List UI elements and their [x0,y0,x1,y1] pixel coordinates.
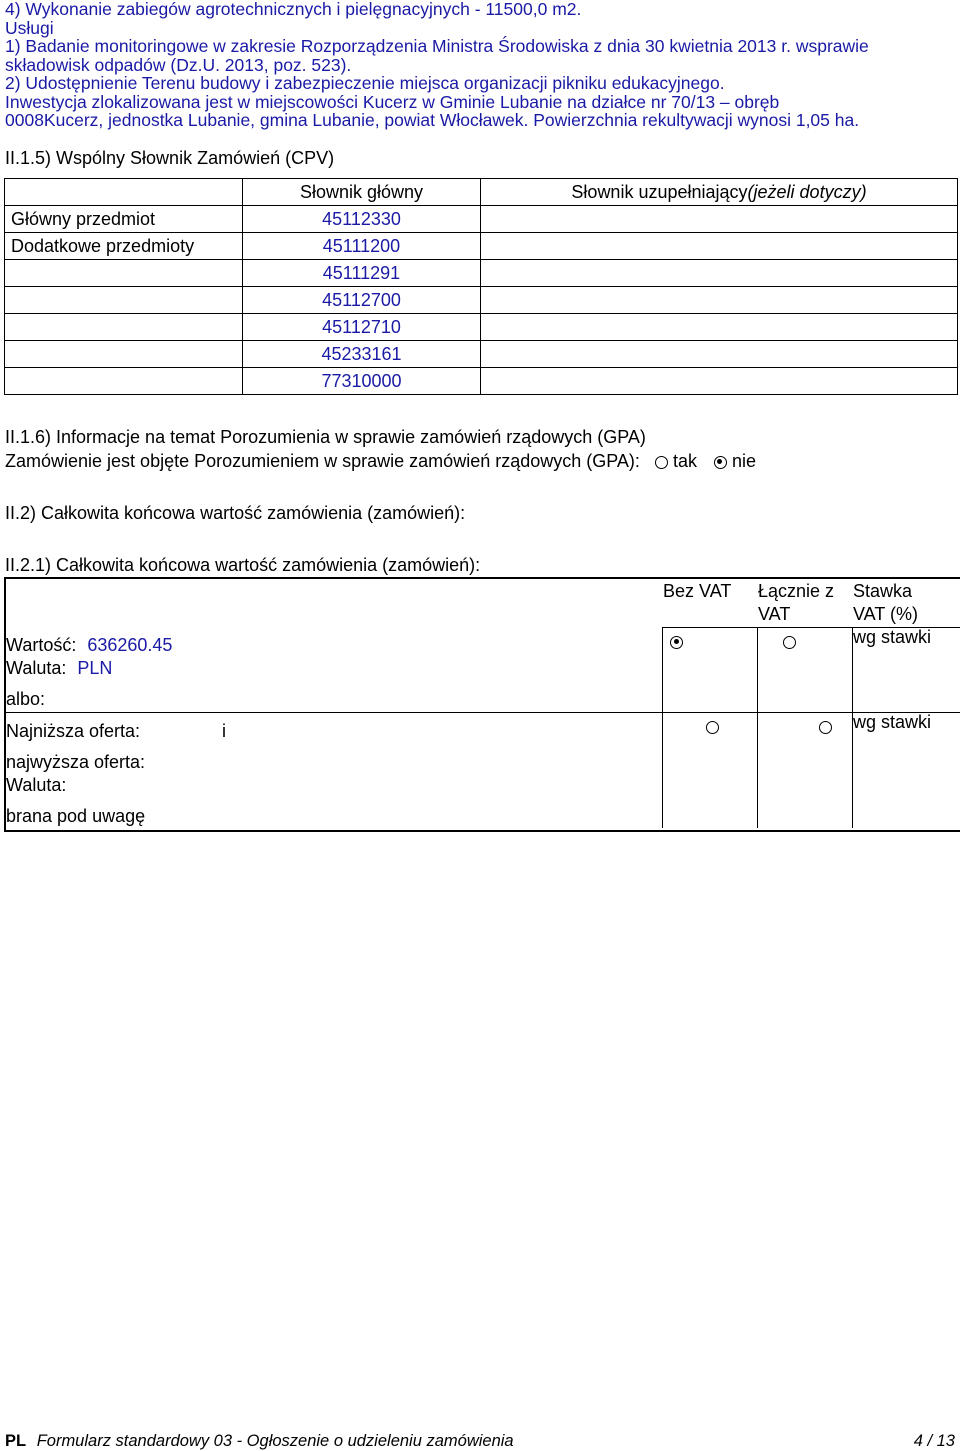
col-gross-header-1: Łącznie z [758,581,835,601]
gpa-question: Zamówienie jest objęte Porozumieniem w sprawie zamówień rządowych (GPA): [5,451,640,471]
cpv-extra-code: 45112700 [243,287,481,314]
gross-radio[interactable] [783,636,796,649]
rate-text-2: wg stawki [853,712,932,732]
intro-line: 2) Udostępnienie Terenu budowy i zabezpieczenie miejsca organizacji pikniku edukacyjnego. [5,73,725,93]
cpv-main-sup [481,206,958,233]
cpv-heading: II.1.5) Wspólny Słownik Zamówień (CPV) [5,148,335,168]
net-radio[interactable] [670,636,683,649]
cpv-empty-cell [5,341,243,368]
cpv-extra-sup [481,341,958,368]
cpv-extra-code: 77310000 [243,368,481,395]
currency-value: PLN [77,658,113,678]
cpv-extra-sup [481,233,958,260]
cpv-row-main-label: Główny przedmiot [5,206,243,233]
and-label: i [222,721,226,741]
cpv-col-sup-label: Słownik uzupełniający [571,181,748,202]
footer-page: 4 / 13 [913,1432,955,1450]
col-divider [662,627,663,828]
gross-radio-2[interactable] [819,721,832,734]
cpv-extra-code: 45233161 [243,341,481,368]
intro-text [5,0,955,130]
intro-line: 0008Kucerz, jednostka Lubanie, gmina Lubanie, powiat Włocławek. Powierzchnia rekultywacji wynosi 1,05 ha. [5,110,860,130]
cpv-col-sup-note: (jeżeli dotyczy) [747,181,867,202]
value-label: Wartość: [6,635,77,655]
row-divider [6,712,960,713]
intro-line: 1) Badanie monitoringowe w zakresie Rozporządzenia Ministra Środowiska z dnia 30 kwietnia 2013 r. wsprawie [5,36,869,56]
cpv-table [4,178,958,395]
cpv-main-code: 45112330 [243,206,481,233]
cpv-extra-sup [481,314,958,341]
intro-line: składowisk odpadów (Dz.U. 2013, poz. 523). [5,54,352,75]
cpv-col-main: Słownik główny [243,179,481,206]
cpv-corner-cell [5,179,243,206]
col-gross-header-2: VAT [758,604,791,624]
gpa-yes-radio[interactable] [655,456,668,469]
cpv-empty-cell [5,287,243,314]
cpv-empty-cell [5,368,243,395]
considered-label: brana pod uwagę [6,806,146,826]
gpa-no-radio[interactable] [714,456,727,469]
intro-line: 4) Wykonanie zabiegów agrotechnicznych i pielęgnacyjnych - 11500,0 m2. [5,0,582,19]
currency-label: Waluta: [6,658,67,678]
footer-form: Formularz standardowy 03 - Ogłoszenie o udzieleniu zamówienia [36,1432,514,1450]
page-footer [5,1432,955,1451]
cpv-extra-sup [481,368,958,395]
col-rate-header-2: VAT (%) [853,604,919,624]
cpv-extra-code: 45111200 [243,233,481,260]
lowest-offer-label: Najniższa oferta: [6,721,141,741]
rate-text: wg stawki [853,627,932,647]
col-net-header: Bez VAT [663,581,732,601]
col-divider [757,627,758,828]
cpv-extra-code: 45111291 [243,260,481,287]
intro-line: Inwestycja zlokalizowana jest w miejscowości Kucerz w Gminie Lubanie na działce nr 70/13 – obręb [5,91,780,112]
cpv-empty-cell [5,314,243,341]
gpa-yes-label: tak [672,451,697,471]
value-row [6,635,172,656]
gpa-no-label: nie [732,451,757,471]
currency-label-2: Waluta: [6,775,67,795]
highest-offer-label: najwyższa oferta: [6,752,146,772]
col-rate-header-1: Stawka [853,581,913,601]
cpv-extra-sup [481,287,958,314]
cpv-extra-code: 45112710 [243,314,481,341]
cpv-col-sup [481,179,958,206]
currency-row [6,658,112,679]
or-label: albo: [6,689,46,709]
footer-lang: PL [5,1432,27,1450]
net-radio-2[interactable] [706,721,719,734]
gpa-heading: II.1.6) Informacje na temat Porozumienia w sprawie zamówień rządowych (GPA) [5,427,646,447]
total-heading: II.2) Całkowita końcowa wartość zamówienia (zamówień): [5,503,466,523]
gpa-question-row [5,451,756,472]
intro-line: Usługi [5,17,54,38]
value-amount: 636260.45 [87,635,173,655]
cpv-extra-sup [481,260,958,287]
cpv-row-extra-label: Dodatkowe przedmioty [5,233,243,260]
total-subheading: II.2.1) Całkowita końcowa wartość zamówienia (zamówień): [5,555,481,575]
value-table [4,577,960,832]
cpv-empty-cell [5,260,243,287]
